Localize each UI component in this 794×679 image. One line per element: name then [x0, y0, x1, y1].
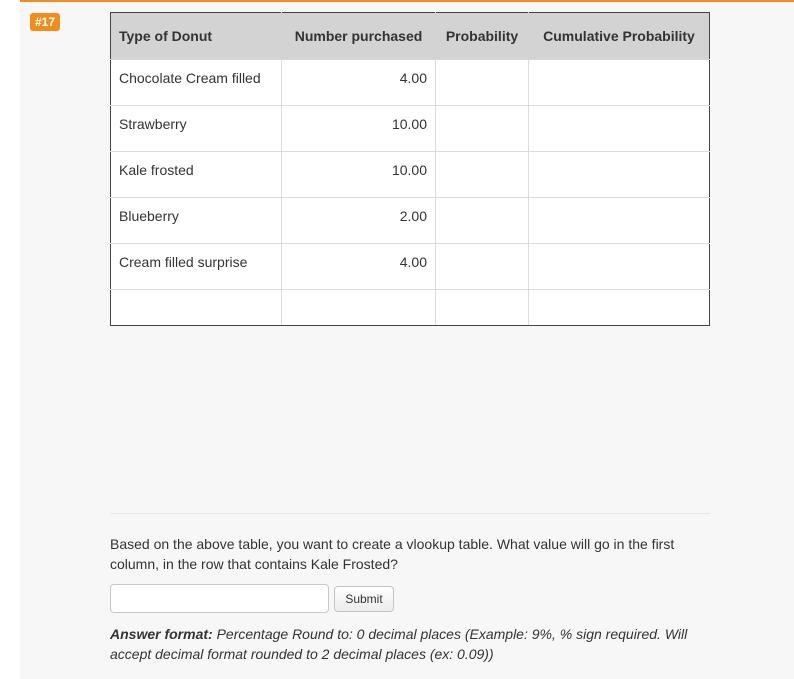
cell-probability — [436, 290, 529, 326]
section-divider — [110, 513, 710, 514]
table-row — [111, 60, 710, 106]
cell-number: 10.00 — [282, 106, 436, 152]
cell-number: 4.00 — [282, 244, 436, 290]
cell-number: 4.00 — [282, 60, 436, 106]
submit-button[interactable]: Submit — [334, 586, 394, 612]
cell-type: Strawberry — [111, 106, 282, 152]
cell-probability — [436, 152, 529, 198]
cell-probability — [436, 244, 529, 290]
cell-cumulative — [529, 152, 710, 198]
header-probability: Probability — [436, 13, 529, 60]
table-row — [111, 152, 710, 198]
cell-type — [111, 290, 282, 326]
table-row — [111, 198, 710, 244]
cell-number: 10.00 — [282, 152, 436, 198]
answer-input[interactable] — [110, 584, 329, 613]
cell-probability — [436, 106, 529, 152]
question-number-badge: #17 — [30, 13, 60, 31]
cell-type: Kale frosted — [111, 152, 282, 198]
answer-format-text: Percentage Round to: 0 decimal places (Example: 9%, % sign required. Will accept decimal format rounded to 2 decimal places (ex: 0.09)) — [110, 626, 688, 662]
cell-cumulative — [529, 244, 710, 290]
answer-format-note — [110, 624, 710, 664]
question-text: Based on the above table, you want to create a vlookup table. What value will go in the first column, in the row that contains Kale Frosted? — [110, 536, 675, 572]
cell-type: Cream filled surprise — [111, 244, 282, 290]
cell-number — [282, 290, 436, 326]
cell-probability — [436, 60, 529, 106]
cell-type: Chocolate Cream filled — [111, 60, 282, 106]
header-type-of-donut: Type of Donut — [111, 13, 282, 60]
cell-number: 2.00 — [282, 198, 436, 244]
table-row — [111, 106, 710, 152]
cell-probability — [436, 198, 529, 244]
header-cumulative-probability: Cumulative Probability — [529, 13, 710, 60]
donut-table — [110, 12, 710, 326]
header-number-purchased: Number purchased — [282, 13, 436, 60]
cell-cumulative — [529, 106, 710, 152]
cell-cumulative — [529, 290, 710, 326]
table-header-row — [111, 13, 710, 60]
table-row-blank — [111, 290, 710, 326]
cell-type: Blueberry — [111, 198, 282, 244]
cell-cumulative — [529, 198, 710, 244]
answer-format-label: Answer format: — [110, 626, 213, 642]
table-row — [111, 244, 710, 290]
cell-cumulative — [529, 60, 710, 106]
